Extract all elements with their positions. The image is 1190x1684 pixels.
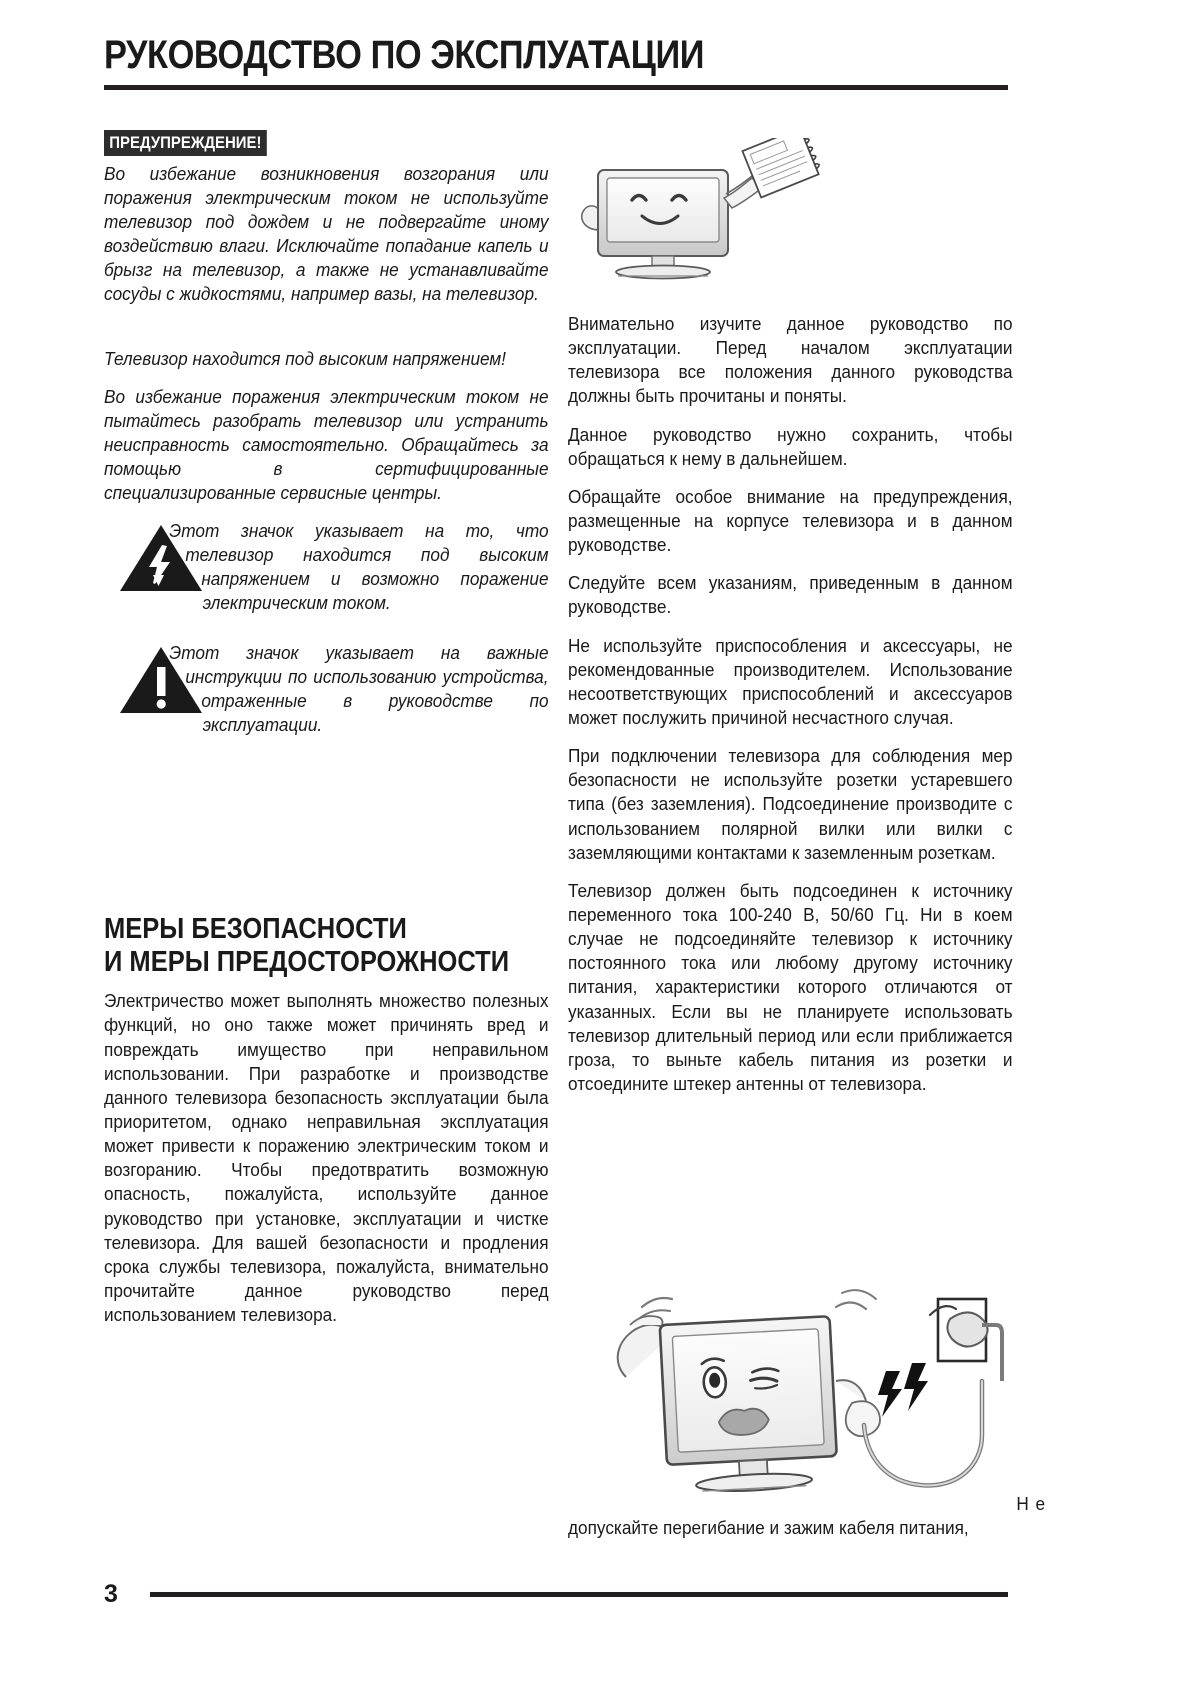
page-footer [104,1580,1008,1609]
header-divider [104,85,1008,90]
right-paragraph: Не используйте приспособления и аксессуары, не рекомендованные производителем. Использование несоответствующих приспособлений и аксессуаров может послужить причиной несчастного случая. [568,634,1013,728]
happy-tv-with-manual-illustration [568,138,828,303]
page-header [104,34,1008,90]
lightning-icon-text: Этот значок указывает на то, что телевизор находится под высоким напряжением и возможно поражение электрическим током. [169,519,549,613]
spacer [104,615,549,641]
sad-tv-with-pinched-cord-illustration [590,1285,1010,1520]
safety-section-paragraph: Электричество может выполнять множество полезных функций, но оно также может причинять вред и повреждать имущество при неправильном использовании. При разработке и производстве данного телевизора безопасность эксплуатации была приоритетом, однако неправильная эксплуатация может привести к поражению электрическим током и возгоранию. Чтобы предотвратить возможную опасность, пожалуйста, используйте данное руководство при установке, эксплуатации и чистке телевизора. Для вашей безопасности и продления срока службы телевизора, пожалуйста, внимательно прочитайте данное руководство перед использованием телевизора. [104,990,549,1326]
spacer [104,321,549,347]
right-paragraph: Обращайте особое внимание на предупреждения, размещенные на корпусе телевизора и в данном руководстве. [568,485,1013,556]
exclamation-icon-text: Этот значок указывает на важные инструкции по использованию устройства, отраженные в руководстве по эксплуатации. [169,642,549,736]
right-paragraph: Следуйте всем указаниям, приведенным в данном руководстве. [568,572,1013,618]
caption-lead-fragment: Н е [1016,1493,1046,1514]
safety-section-heading [104,913,549,979]
warning-paragraph: Во избежание возникновения возгорания или поражения электрическим током не используйте телевизор под дождем и не подвергайте иному воздействию влаги. Исключайте попадание капель и брызг на телевизор, а также не устанавливайте сосуды с жидкостями, например вазы, на телевизор. [104,163,549,305]
warning-badge: ПРЕДУПРЕЖДЕНИЕ! [104,130,267,156]
lightning-warning-block [104,519,549,615]
caption-body-text: допускайте перегибание и зажим кабеля питания, [568,1517,969,1539]
spacer [104,737,549,913]
left-column [104,130,549,1327]
safety-heading-line-2: И МЕРЫ ПРЕДОСТОРОЖНОСТИ [104,946,510,979]
footer-divider [150,1592,1008,1597]
right-column [568,312,1013,1096]
safety-heading-line-1: МЕРЫ БЕЗОПАСНОСТИ [104,913,407,946]
high-voltage-notice: Телевизор находится под высоким напряжением! [104,347,506,369]
right-paragraph: Данное руководство нужно сохранить, чтобы обращаться к нему в дальнейшем. [568,423,1013,469]
page-number: 3 [104,1580,118,1608]
page-title: РУКОВОДСТВО ПО ЭКСПЛУАТАЦИИ [104,33,705,77]
right-paragraph: При подключении телевизора для соблюдения мер безопасности не используйте розетки устаревшего типа (без заземления). Подсоединение производите с использованием полярной вилки или вилки с заземляющими контактами к заземленным розеткам. [568,745,1013,863]
right-paragraph: Телевизор должен быть подсоединен к источнику переменного тока 100-240 В, 50/60 Гц. Ни в коем случае не подсоединяйте телевизор к источнику постоянного тока или любому другому источнику питания, характеристики которого отличаются от указанных. Если вы не планируете использовать телевизор длительный период или если приближается гроза, то выньте кабель питания из розетки и отсоедините штекер антенны от телевизора. [568,879,1013,1094]
right-paragraph: Внимательно изучите данное руководство по эксплуатации. Перед началом эксплуатации телевизора все положения данного руководства должны быть прочитаны и поняты. [568,313,1013,407]
exclamation-warning-block [104,641,549,737]
service-paragraph: Во избежание поражения электрическим током не пытайтесь разобрать телевизор или устранить неисправность самостоятельно. Обращайтесь за помощью в сертифицированные специализированные сервисные центры. [104,385,549,503]
